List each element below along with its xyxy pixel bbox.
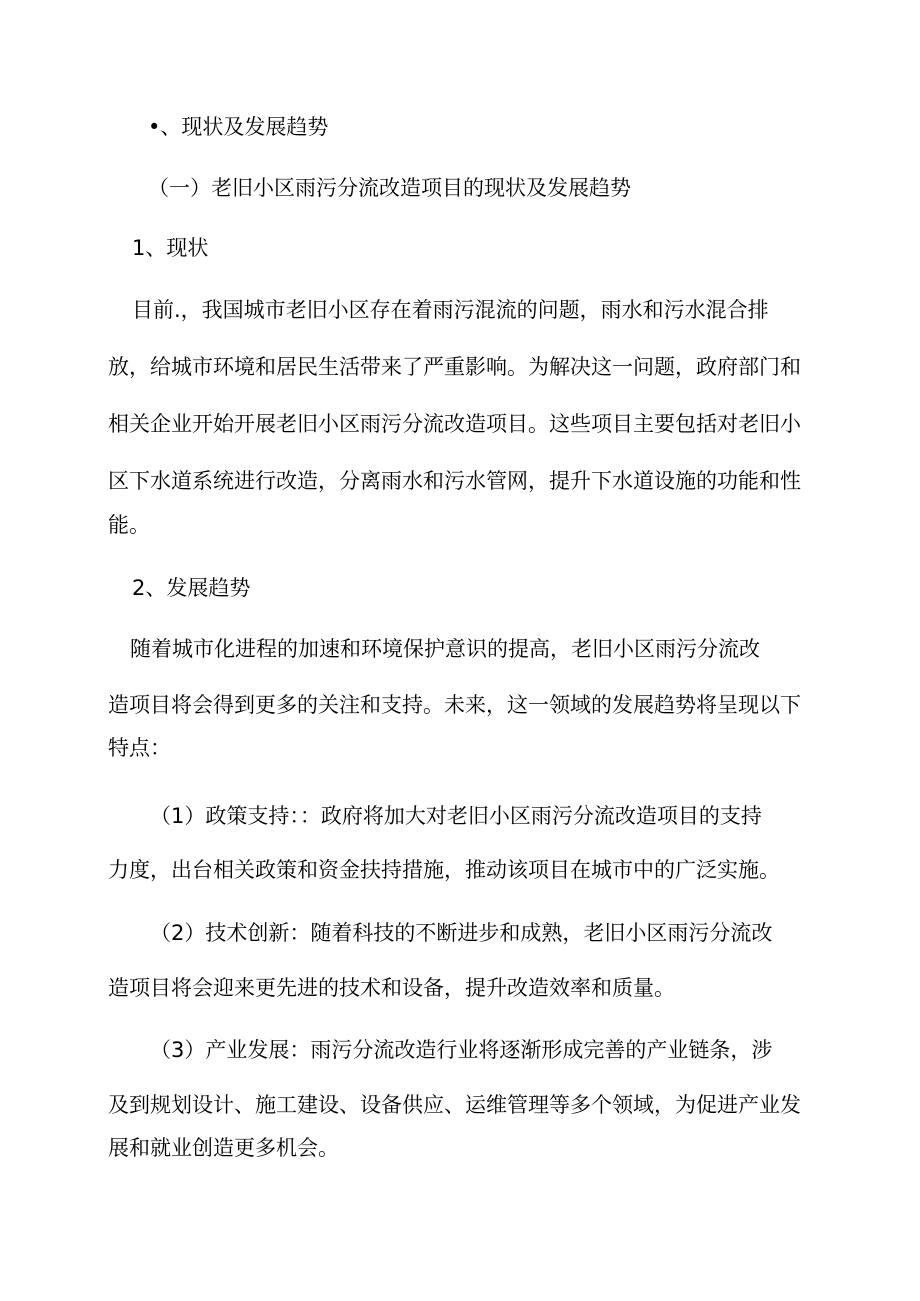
paragraph-line: （1）政策支持：：政府将加大对老旧小区雨污分流改造项目的支持: [150, 804, 762, 828]
paragraph-line: 目前.，我国城市老旧小区存在着雨污混流的问题，雨水和污水混合排: [132, 298, 769, 322]
paragraph-line: （3）产业发展：雨污分流改造行业将逐渐形成完善的产业链条，涉: [150, 1038, 773, 1062]
item-2-heading: 2、发展趋势: [132, 576, 251, 600]
paragraph-line: 放，给城市环境和居民生活带来了严重影响。为解决这一问题，政府部门和: [108, 355, 801, 379]
paragraph-line: （2）技术创新：随着科技的不断进步和成熟，老旧小区雨污分流改: [150, 921, 773, 945]
paragraph-line: 相关企业开始开展老旧小区雨污分流改造项目。这些项目主要包括对老旧小: [108, 412, 801, 436]
paragraph-line: 展和就业创造更多机会。: [108, 1136, 339, 1160]
item-1-heading: 1、现状: [132, 236, 209, 260]
paragraph-line: 力度，出台相关政策和资金扶持措施，推动该项目在城市中的广泛实施。: [108, 858, 780, 882]
paragraph-line: 能。: [108, 513, 150, 537]
paragraph-line: 特点：: [108, 736, 171, 760]
paragraph-line: 随着城市化进程的加速和环境保护意识的提高，老旧小区雨污分流改: [130, 637, 760, 661]
section-heading: •、现状及发展趋势: [148, 115, 329, 139]
paragraph-line: 区下水道系统进行改造，分离雨水和污水管网，提升下水道设施的功能和性: [108, 469, 801, 493]
paragraph-line: 造项目将会迎来更先进的技术和设备，提升改造效率和质量。: [108, 976, 675, 1000]
paragraph-line: 造项目将会得到更多的关注和支持。未来，这一领域的发展趋势将呈现以下: [108, 693, 801, 717]
paragraph-line: 及到规划设计、施工建设、设备供应、运维管理等多个领域，为促进产业发: [108, 1093, 801, 1117]
subsection-heading: （一）老旧小区雨污分流改造项目的现状及发展趋势: [148, 176, 631, 200]
